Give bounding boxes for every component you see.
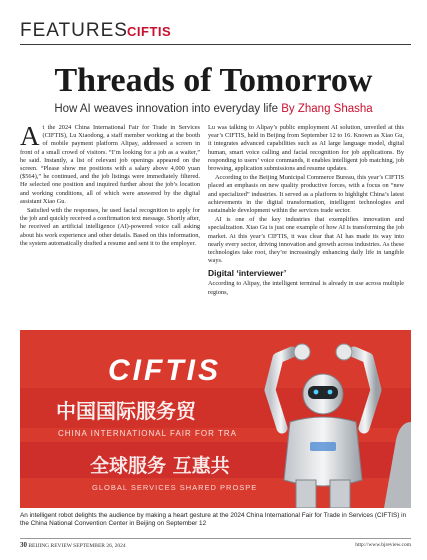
- section-subhead: Digital ‘interviewer’: [208, 268, 287, 279]
- section-label: FEATURES: [20, 20, 128, 41]
- drop-cap: A: [20, 121, 40, 151]
- article-deck: [0, 102, 427, 116]
- photo-slogan-en: GLOBAL SERVICES SHARED PROSPE: [92, 483, 258, 492]
- article-byline: By Zhang Shasha: [281, 103, 373, 115]
- robot-photo-illustration: [20, 330, 411, 508]
- deck-text: How AI weaves innovation into everyday life: [54, 103, 279, 115]
- page-number: 30: [20, 541, 27, 549]
- left-paragraph-1-text: t the 2024 China International Fair for Trade in Services (CIFTIS), Lu Xiaodong, a staff member working at the booth of mobile payment platform Alipay, addressed a screen in front of a small crowd of visitors. “I’m looking for a job as a waiter,” he said. Instantly, a list of relevant job openings appeared on the screen. “Please show me positions with a salary above 4,000 yuan ($564),” he continued, and the job listings were immediately filtered. He selected one position and inquired further about the job’s location and working conditions, all of which were answered by the digital assistant Xiao Gu.: [20, 124, 200, 205]
- right-column: [208, 124, 404, 298]
- photo-banner-text: CIFTIS: [108, 354, 221, 387]
- left-paragraph-1: [20, 121, 200, 206]
- photo-caption: An intelligent robot delights the audience by making a heart gesture at the 2024 China International Fair for Trade in Services (CIFTIS) in the China National Convention Center in Beijing on September 12: [20, 512, 407, 528]
- section-header: [20, 20, 411, 45]
- footer-url: http://www.bjreview.com: [355, 542, 411, 548]
- footer-left: [20, 539, 126, 552]
- left-column: [20, 121, 200, 249]
- article-headline: Threads of Tomorrow: [54, 62, 373, 99]
- section-sublabel: CIFTIS: [127, 24, 172, 39]
- right-paragraph-3: AI is one of the key industries that exemplifies innovation and specialization. Xiao Gu is just one example of how AI is transforming the job market. At this year’s CIFTIS, it was clear that AI has made its way into nearly every sector, driving innovation and growth across industries. As these technologies take root, they’re increasingly enhancing daily life in tangible ways.: [208, 216, 404, 265]
- photo-english-line: CHINA INTERNATIONAL FAIR FOR TRA: [58, 429, 237, 438]
- photo-chinese-line: 中国国际服务贸: [56, 399, 196, 423]
- robot-photo: [20, 330, 411, 508]
- right-paragraph-1: Lu was talking to Alipay’s public employment AI solution, unveiled at this year’s CIFTIS, held in Beijing from September 12 to 16. Known as Xiao Gu, it integrates advanced capabilities such as AI large language model, digital human, smart voice calling and facial recognition for job applications. By responding to users’ voice commands, it enables intelligent job matching, job browsing, application submissions and resume updates.: [208, 124, 404, 173]
- publication-info: BEIJING REVIEW SEPTEMBER 26, 2024: [28, 543, 126, 549]
- right-paragraph-2: According to the Beijing Municipal Commerce Bureau, this year’s CIFTIS placed an emphasis on new quality productive forces, with a focus on “new and specialized” industries. It served as a platform to highlight China’s latest achievements in the digital transformation, intelligent technologies and sustainable development within the services trade sector.: [208, 174, 404, 215]
- page-footer: [20, 538, 411, 551]
- right-paragraph-4: According to Alipay, the intelligent terminal is already in use across multiple regions,: [208, 280, 404, 296]
- photo-slogan-cn: 全球服务 互惠共: [90, 455, 230, 477]
- left-paragraph-2: Satisfied with the responses, he used facial recognition to apply for the job and quickly received a confirmation text message. Shortly after, he received an artificial intelligence (AI)-powered voice call asking about his work experience and other details. Based on this information, the system automatically drafted a resume and sent it to the employer.: [20, 207, 200, 247]
